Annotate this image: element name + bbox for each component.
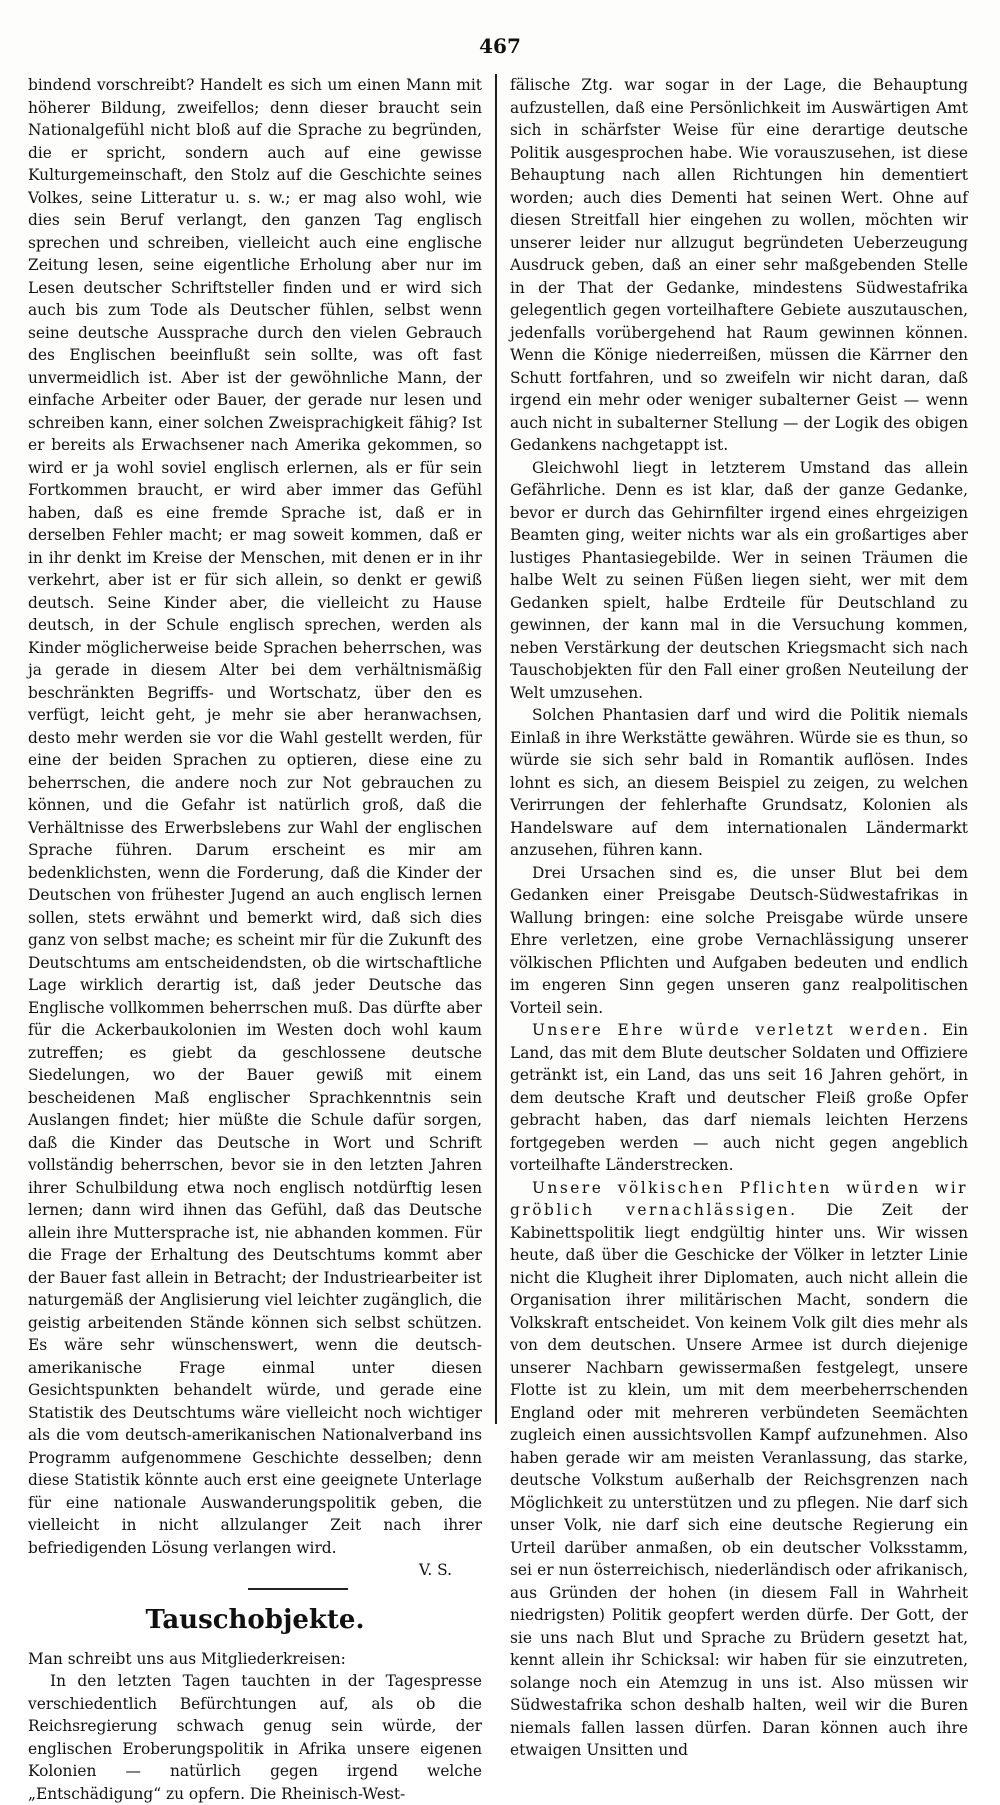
right-paragraph: Gleichwohl liegt in letzterem Umstand das allein Gefährliche. Denn es ist klar, daß der ganze Gedanke, bevor er durch das Gehirnfilter irgend eines ehrgeizigen Beamten ging, weiter nichts war als ein großartiges aber lustiges Phantasiegebilde. Wer in seinen Träumen die halbe Welt zu seinen Füßen liegen sieht, wer mit dem Gedanken spielt, halbe Erdteile für Deutschland zu gewinnen, der kann mal in die Versuchung kommen, neben Verstärkung der deutschen Kriegsmacht sich nach Tauschobjekten für den Fall einer großen Neuteilung der Welt umzusehen.	[510, 458, 968, 702]
page-number: 467	[479, 34, 521, 58]
right-column	[510, 74, 968, 1759]
right-paragraph: Drei Ursachen sind es, die unser Blut bei dem Gedanken einer Preisgabe Deutsch-Südwestafrikas in Wallung bringen: eine solche Preisgabe würde unsere Ehre verletzen, eine grobe Vernachlässigung unserer völkischen Pflichten und Aufgaben bedeuten und endlich im engeren Sinn gegen unseren ganz realpolitischen Vorteil sein.	[510, 863, 968, 1017]
section-title: Tauschobjekte.	[145, 1604, 365, 1635]
right-paragraph: Solchen Phantasien darf und wird die Politik niemals Einlaß in ihre Werkstätte gewähren. Würde sie es thun, so würde sie sich sehr bald in Romantik auflösen. Indes lohnt es sich, an diesem Beispiel zu zeigen, zu welchen Verirrungen der fehlerhafte Grundsatz, Kolonien als Handelsware auf dem internationalen Ländermarkt anzusehen, führen kann.	[510, 706, 968, 859]
right-paragraph: fälische Ztg. war sogar in der Lage, die Behauptung aufzustellen, daß eine Persönlichkeit im Auswärtigen Amt sich in schärfster Weise für eine derartige deutsche Politik ausgesprochen habe. Wie vorauszusehen, ist diese Behauptung nach allen Richtungen hin dementiert worden; auch dies Dementi hat seinen Wert. Ohne auf diesen Streitfall hier eingehen zu wollen, möchten wir unserer leider nur allzugut begründeten Ueberzeugung Ausdruck geben, daß an einer sehr maßgebenden Stelle in der That der Gedanke, mindestens Südwestafrika gelegentlich gegen vorteilhaftere Gebiete auszutauschen, jedenfalls vorübergehend hat Raum gewinnen können. Wenn die Könige niederreißen, müssen die Kärrner den Schutt fortfahren, und so zweifeln wir nicht daran, daß irgend ein mehr oder weniger subalterner Geist — wenn auch nicht in subalterner Stellung — der Logik des obigen Gedankens nachgetappt ist.	[510, 76, 968, 454]
left-paragraph: bindend vorschreibt? Handelt es sich um einen Mann mit höherer Bildung, zweifellos; denn dieser braucht sein Nationalgefühl nicht bloß auf die Sprache zu begründen, die er spricht, sondern auch auf eine gewisse Kulturgemeinschaft, den Stolz auf die Geschichte seines Volkes, seine Litteratur u. s. w.; er mag also wohl, wie dies sein Beruf verlangt, den ganzen Tag englisch sprechen und schreiben, vielleicht auch eine englische Zeitung lesen, seine eigentliche Erholung aber nur im Lesen deutscher Schriftsteller finden und er wird sich auch bis zum Tode als Deutscher fühlen, selbst wenn seine deutsche Aussprache durch den vielen Gebrauch des Englischen beeinflußt sein sollte, was oft fast unvermeidlich ist. Aber ist der gewöhnliche Mann, der einfache Arbeiter oder Bauer, der gerade nur lesen und schreiben kann, einer solchen Zweisprachigkeit fähig? Ist er bereits als Erwachsener nach Amerika gekommen, so wird er ja wohl soviel englisch erlernen, als er für sein Fortkommen braucht, er wird aber immer das Gefühl haben, daß es eine fremde Sprache ist, daß er in derselben Fehler macht; er mag soweit kommen, daß er in ihr denkt im Kreise der Menschen, mit denen er in ihr verkehrt, aber ist er für sich allein, so denkt er gewiß deutsch. Seine Kinder aber, die vielleicht zu Hause deutsch, in der Schule englisch sprechen, werden als Kinder möglicherweise beide Sprachen beherrschen, was ja gerade in diesem Alter bei dem verhältnismäßig beschränkten Begriffs- und Wortschatz, über den es verfügt, leicht geht, je mehr sie aber heranwachsen, desto mehr werden sie vor die Wahl gestellt werden, für eine der beiden Sprachen zu optieren, diese eine zu beherrschen, die andere noch zur Not gebrauchen zu können, und die Gefahr ist natürlich groß, daß die Verhältnisse des Erwerbslebens zur Wahl der englischen Sprache führen. Darum erscheint es mir am bedenklichsten, wenn die Forderung, daß die Kinder der Deutschen von frühester Jugend an auch englisch lernen sollen, stets erwähnt und bemerkt wird, daß sich dies ganz von selbst mache; es scheint mir für die Zukunft des Deutschtums am entscheidendsten, ob die wirtschaftliche Lage wirklich derartig ist, daß jeder Deutsche das Englische vollkommen beherrschen muß. Das dürfte aber für die Ackerbaukolonien im Westen doch wohl kaum zutreffen; es giebt da geschlossene deutsche Siedelungen, wo der Bauer gewiß mit einem bescheidenen Maß englischer Sprachkenntnis sein Auslangen findet; hier müßte die Schule dafür sorgen, daß die Kinder das Deutsche in Wort und Schrift vollständig beherrschen, bevor sie in den letzten Jahren ihrer Schulbildung etwa noch englisch notdürftig lesen lernen; dann wird ihnen das Gefühl, daß das Deutsche allein ihre Muttersprache ist, nie abhanden kommen. Für die Frage der Erhaltung des Deutschtums kommt aber der Bauer fast allein in Betracht; der Industriearbeiter ist naturgemäß der Anglisierung viel leichter zugänglich, die geistig arbeitenden Stände können sich selbst schützen. Es wäre sehr wünschenswert, wenn die deutsch-amerikanische Frage einmal unter diesen Gesichtspunkten behandelt würde, und gerade eine Statistik des Deutschtums wäre vielleicht noch wichtiger als die vom deutsch-amerikanischen Nationalverband ins Programm aufgenommene Geschichte desselben; denn diese Statistik könnte auch erst eine geeignete Unterlage für eine nationale Auswanderungspolitik geben, die vielleicht in nicht allzulanger Zeit nach ihrer befriedigenden Lösung verlangen wird.	[28, 76, 482, 1557]
article-signature: V. S.	[418, 1561, 452, 1579]
paragraph-rest: Ein Land, das mit dem Blute deutscher Soldaten und Offiziere getränkt ist, ein Land, das uns seit 16 Jahren gehört, in dem deutsche Kraft und deutscher Fleiß große Opfer gebracht haben, das darf niemals leichten Herzens fortgegeben werden — auch nicht gegen angeblich vorteilhafte Länderstrecken.	[510, 1021, 968, 1174]
emphasis-lead: Unsere Ehre würde verletzt werden.	[532, 1021, 931, 1039]
column-separator	[495, 74, 497, 1424]
paragraph-rest: Die Zeit der Kabinettspolitik liegt endgültig hinter uns. Wir wissen heute, daß über die Geschicke der Völker in letzter Linie nicht die Klugheit ihrer Diplomaten, auch nicht allein die Organisation ihrer militärischen Macht, sondern die Volkskraft entscheidet. Von keinem Volk gilt dies mehr als von dem deutschen. Unsere Armee ist durch diejenige unserer Nachbarn gewissermaßen festgelegt, unsere Flotte ist zu klein, um mit dem meerbeherrschenden England oder mit mehreren verbündeten Seemächten zugleich einen aussichtsvollen Kampf aufzunehmen. Also haben gerade wir am meisten Veranlassung, das starke, deutsche Volkstum außerhalb der Reichsgrenzen nach Möglichkeit zu unterstützen und zu pflegen. Nie darf sich unser Volk, nie darf sich eine deutsche Regierung ein Urteil darüber anmaßen, ob ein deutscher Volksstamm, sei er nun österreichisch, niederländisch oder afrikanisch, aus Gründen der hohen (in diesem Fall in Wahrheit niedrigsten) Politik geopfert werden dürfe. Der Gott, der sie uns nach Blut und Sprache zu Brüdern gesetzt hat, kennt allein ihr Schicksal: wir haben für sie einzutreten, solange noch ein Atemzug in uns ist. Also müssen wir Südwestafrika schon deshalb halten, weil wir die Buren niemals fallen lassen dürfen. Daran können auch ihre etwaigen Unsitten und	[510, 1201, 968, 1759]
emphasis-lead: Unsere völkischen Pflichten würden wir gröblich vernachlässigen.	[510, 1178, 968, 1219]
right-paragraph-honor	[510, 1019, 968, 1177]
right-paragraph-duties	[510, 1177, 968, 1762]
section-intro-line: Man schreibt uns aus Mitgliederkreisen:	[28, 1649, 346, 1668]
section-divider	[248, 1588, 348, 1590]
left-column	[28, 74, 482, 1803]
section-paragraph: In den letzten Tagen tauchten in der Tagespresse verschiedentlich Befürchtungen auf, als ob die Reichsregierung schwach genug sein würde, der englischen Eroberungspolitik in Afrika unsere eigenen Kolonien — natürlich gegen irgend welche „Entschädigung“ zu opfern. Die Rheinisch-West-	[28, 1672, 482, 1803]
